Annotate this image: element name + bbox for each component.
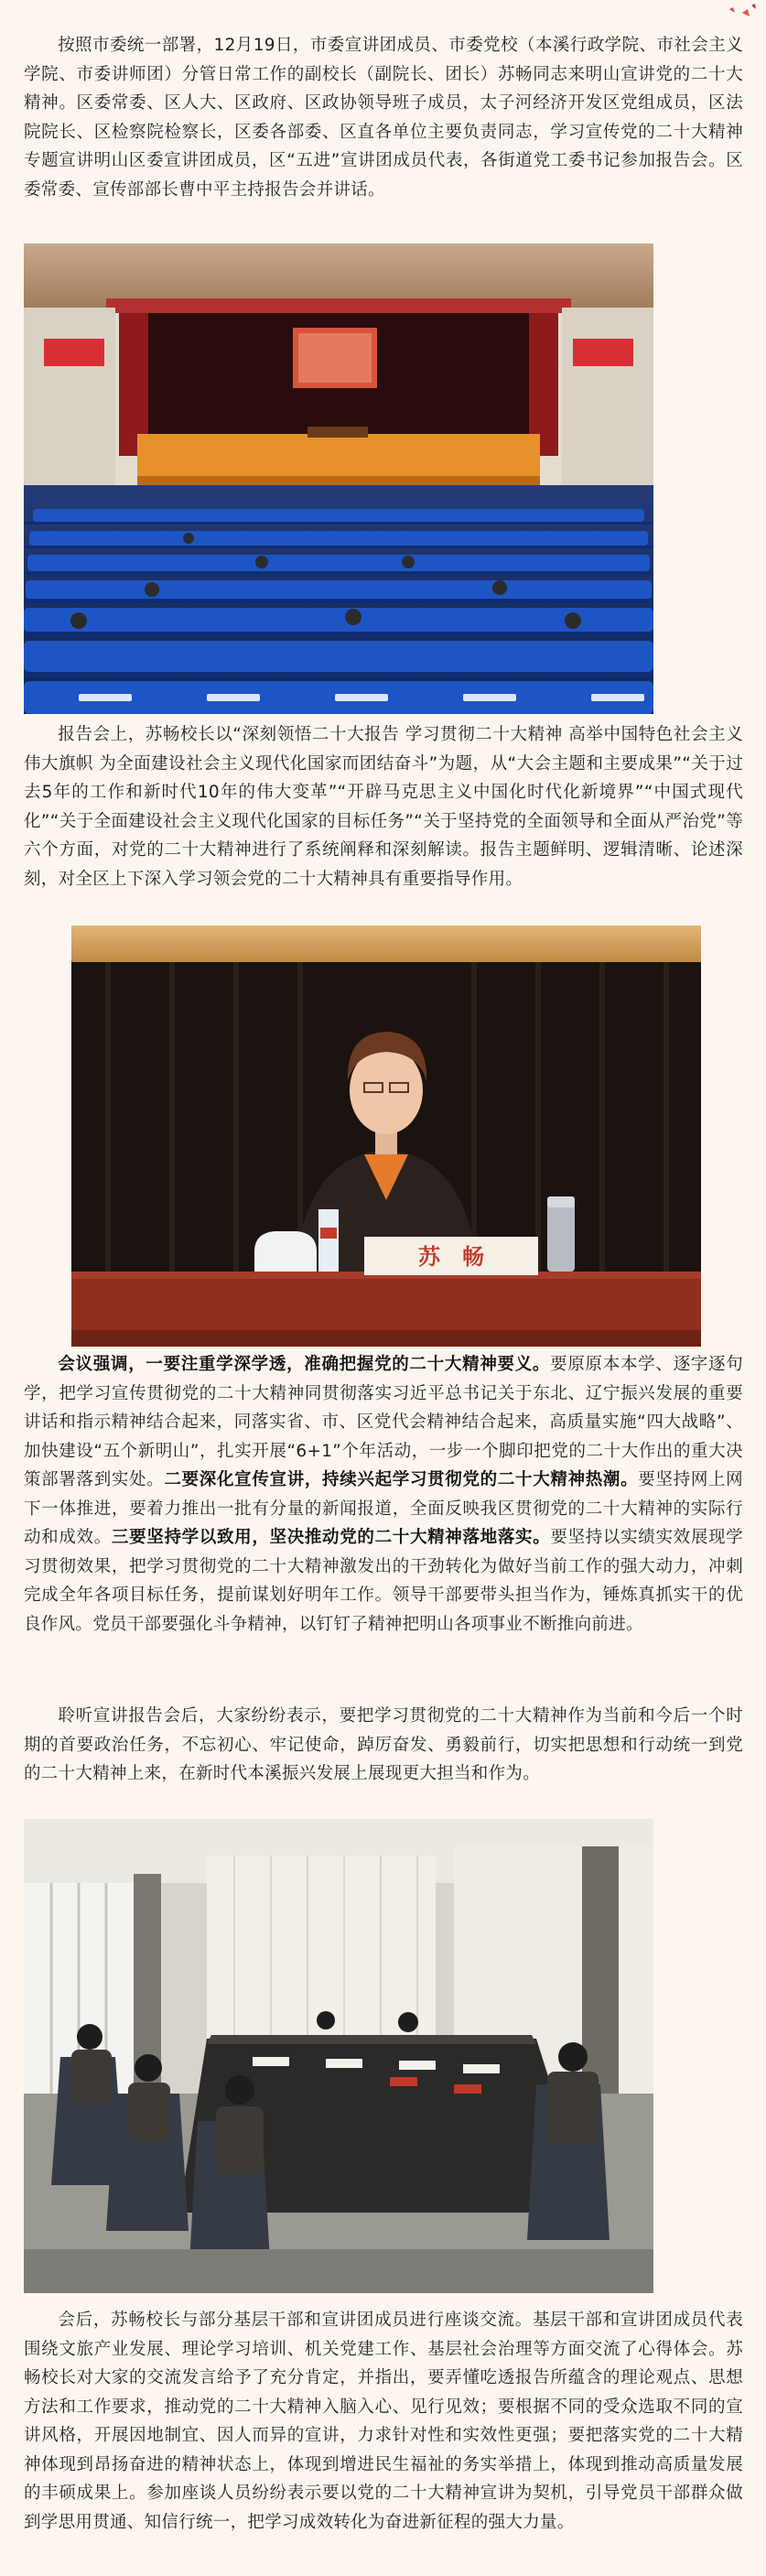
report-text: 报告会上，苏畅校长以“深刻领悟二十大报告 学习贯彻二十大精神 高举中国特色社会主义伟大旗帜 为全面建设社会主义现代化国家而团结奋斗”为题，从“大会主题和主要成果”“关于过去5年的工作和新时代10年的伟大变革”“开辟马克思主义中国化时代化新境界”“中国式现代化”“关于全面建设社会主义现代化国家的目标任务”“关于坚持党的全面领导和全面从严治党”等六个方面，对党的二十大精神进行了系统阐释和深刻解读。报告主题鲜明、逻辑清晰、论述深刻，对全区上下深入学习领会党的二十大精神具有重要指导作用。 xyxy=(24,725,743,889)
photo-meeting-room xyxy=(24,1819,653,2293)
response-text: 聆听宣讲报告会后，大家纷纷表示，要把学习贯彻党的二十大精神作为当前和今后一个时期的首要政治任务，不忘初心、牢记使命，踔厉奋发、勇毅前行，切实把思想和行动统一到党的二十大精神上来，在新时代本溪振兴发展上展现更大担当和作为。 xyxy=(24,1706,743,1783)
emphasis-point-3: 三要坚持学以致用，坚决推动党的二十大精神落地落实。 xyxy=(111,1528,551,1547)
emphasis-point-1: 会议强调，一要注重学深学透，准确把握党的二十大精神要义。 xyxy=(58,1355,551,1374)
intro-text: 按照市委统一部署，12月19日，市委宣讲团成员、市委党校（本溪行政学院、市社会主义学院、市委讲师团）分管日常工作的副校长（副院长、团长）苏畅同志来明山宣讲党的二十大精神。区委常委、区人大、区政府、区政协领导班子成员，太子河经济开发区党组成员，区法院院长、区检察院检察长，区委各部委、区直各单位主要负责同志，学习宣传党的二十大精神专题宣讲明山区委宣讲团成员，区“五进”宣讲团成员代表，各街道党工委书记参加报告会。区委常委、宣传部部长曹中平主持报告会并讲话。 xyxy=(24,36,743,200)
emphasis-text-1: 要原原本本学、逐字逐句学，把学习宣传贯彻党的二十大精神同贯彻落实习近平总书记关于东北、辽宁振兴发展的重要讲话和指示精神结合起来，同落实省、市、区党代会精神结合起来，高质量实施“四大战略”、加快建设“五个新明山”，扎实开展“6+1”个年活动，一步一个脚印把党的二十大作出的重大决策部署落到实处。 xyxy=(24,1355,743,1489)
paragraph-report xyxy=(24,720,743,893)
discussion-text: 会后，苏畅校长与部分基层干部和宣讲团成员进行座谈交流。基层干部和宣讲团成员代表围绕文旅产业发展、理论学习培训、机关党建工作、基层社会治理等方面交流了心得体会。苏畅校长对大家的交流发言给予了充分肯定，并指出，要弄懂吃透报告所蕴含的理论观点、思想方法和工作要求，推动党的二十大精神入脑入心、见行见效；要根据不同的受众选取不同的宣讲风格，开展因地制宜、因人而异的宣讲，力求针对性和实效性更强；要把落实党的二十大精神体现到昂扬奋进的精神状态上，体现到增进民生福祉的务实举措上，体现到推动高质量发展的丰硕成果上。参加座谈人员纷纷表示要以党的二十大精神宣讲为契机，引导党员干部群众做到学思用贯通、知信行统一，把学习成效转化为奋进新征程的强大力量。 xyxy=(24,2311,743,2532)
paragraph-response xyxy=(24,1702,743,1789)
emphasis-text-2: 要坚持网上网下一体推进，要着力推出一批有分量的新闻报道，全面反映我区贯彻党的二十大精神的实际行动和成效。 xyxy=(24,1470,743,1547)
photo-auditorium xyxy=(24,244,653,714)
paragraph-intro xyxy=(24,31,743,204)
sparkle-ornament-icon xyxy=(722,4,759,29)
emphasis-text-3: 要坚持以实绩实效展现学习贯彻效果，把学习贯彻党的二十大精神激发出的干劲转化为做好当前工作的强大动力，冲刺完成全年各项目标任务，提前谋划好明年工作。领导干部要带头担当作为，锤炼真抓实干的优良作风。党员干部要强化斗争精神，以钉钉子精神把明山各项事业不断推向前进。 xyxy=(24,1528,743,1634)
speaker-nameplate: 苏 畅 xyxy=(418,1246,484,1270)
emphasis-point-2: 二要深化宣传宣讲，持续兴起学习贯彻党的二十大精神热潮。 xyxy=(164,1470,639,1489)
photo-speaker xyxy=(71,925,701,1347)
paragraph-discussion xyxy=(24,2306,743,2537)
paragraph-emphasis xyxy=(24,1350,743,1639)
